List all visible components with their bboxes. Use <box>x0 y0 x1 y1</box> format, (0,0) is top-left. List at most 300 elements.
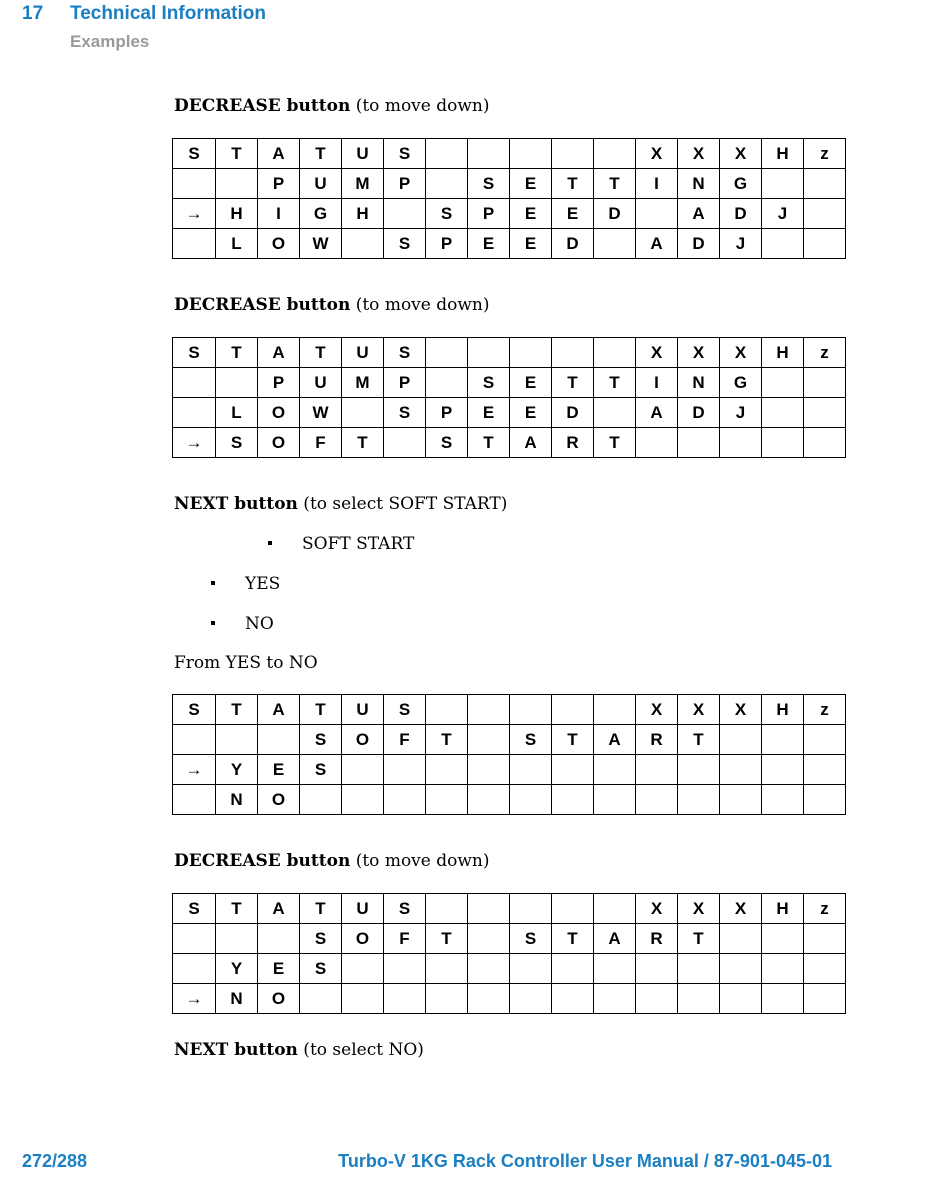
lcd-cell: E <box>510 368 552 398</box>
lcd-cell <box>342 954 384 984</box>
lcd-cell <box>720 984 762 1014</box>
lcd-cell: H <box>342 199 384 229</box>
lcd-row <box>173 984 846 1014</box>
lcd-cell <box>804 725 846 755</box>
lcd-cell <box>468 785 510 815</box>
lcd-cell <box>468 695 510 725</box>
lcd-row <box>173 139 846 169</box>
lcd-cell: J <box>720 229 762 259</box>
lcd-cell: E <box>258 954 300 984</box>
lcd-row <box>173 954 846 984</box>
lcd-cell: D <box>678 229 720 259</box>
lcd-cell <box>510 785 552 815</box>
lcd-cell: T <box>216 695 258 725</box>
lcd-cell: I <box>636 169 678 199</box>
lcd-cell: A <box>510 428 552 458</box>
instruction-next-2 <box>174 1040 424 1060</box>
lcd-cell <box>720 428 762 458</box>
bullet-text: SOFT START <box>302 534 415 554</box>
lcd-cell <box>384 199 426 229</box>
lcd-cell: → <box>173 755 216 785</box>
lcd-cell: S <box>468 169 510 199</box>
lcd-cell: P <box>258 368 300 398</box>
lcd-cell <box>636 428 678 458</box>
lcd-cell <box>720 954 762 984</box>
lcd-cell: J <box>762 199 804 229</box>
lcd-cell <box>384 785 426 815</box>
lcd-cell <box>258 924 300 954</box>
lcd-cell: z <box>804 139 846 169</box>
lcd-cell <box>468 924 510 954</box>
lcd-cell <box>678 755 720 785</box>
lcd-table-3 <box>172 694 846 815</box>
lcd-cell: W <box>300 398 342 428</box>
lcd-cell: X <box>720 894 762 924</box>
lcd-cell <box>594 894 636 924</box>
lcd-cell <box>216 725 258 755</box>
lcd-cell <box>468 755 510 785</box>
lcd-cell: D <box>678 398 720 428</box>
lcd-cell <box>426 338 468 368</box>
lcd-cell: E <box>510 169 552 199</box>
lcd-cell: S <box>173 695 216 725</box>
lcd-cell: A <box>258 338 300 368</box>
lcd-cell <box>468 954 510 984</box>
lcd-cell <box>804 924 846 954</box>
lcd-cell: → <box>173 428 216 458</box>
lcd-cell: X <box>678 139 720 169</box>
lcd-cell <box>636 954 678 984</box>
lcd-cell: E <box>510 398 552 428</box>
lcd-cell <box>552 338 594 368</box>
lcd-cell: X <box>720 695 762 725</box>
lcd-cell <box>552 139 594 169</box>
lcd-cell <box>804 169 846 199</box>
lcd-cell: O <box>258 984 300 1014</box>
lcd-cell: T <box>342 428 384 458</box>
lcd-cell <box>804 984 846 1014</box>
lcd-row <box>173 725 846 755</box>
lcd-cell <box>762 229 804 259</box>
lcd-cell <box>300 785 342 815</box>
lcd-cell: S <box>300 954 342 984</box>
lcd-cell: E <box>468 229 510 259</box>
lcd-cell: E <box>468 398 510 428</box>
lcd-cell <box>426 169 468 199</box>
lcd-cell <box>804 785 846 815</box>
lcd-cell: z <box>804 338 846 368</box>
lcd-cell: T <box>216 338 258 368</box>
lcd-cell: O <box>342 725 384 755</box>
lcd-cell <box>342 229 384 259</box>
lcd-cell <box>804 755 846 785</box>
lcd-cell <box>594 695 636 725</box>
lcd-cell: N <box>678 169 720 199</box>
lcd-cell: D <box>552 398 594 428</box>
lcd-cell: A <box>258 695 300 725</box>
lcd-cell: O <box>258 428 300 458</box>
lcd-cell: F <box>384 924 426 954</box>
lcd-cell: R <box>636 924 678 954</box>
lcd-cell <box>216 368 258 398</box>
lcd-cell <box>720 785 762 815</box>
lcd-cell <box>594 139 636 169</box>
lcd-cell: X <box>636 894 678 924</box>
lcd-cell: R <box>552 428 594 458</box>
lcd-cell: O <box>258 398 300 428</box>
lcd-cell <box>216 169 258 199</box>
lcd-cell: X <box>678 894 720 924</box>
lcd-cell: O <box>258 229 300 259</box>
lcd-cell <box>762 398 804 428</box>
lcd-cell: Y <box>216 954 258 984</box>
lcd-cell: S <box>384 338 426 368</box>
lcd-table-4 <box>172 893 846 1014</box>
lcd-cell: S <box>384 695 426 725</box>
instruction-rest: (to select NO) <box>297 1040 424 1060</box>
lcd-cell: S <box>173 139 216 169</box>
lcd-cell: T <box>678 725 720 755</box>
lcd-row <box>173 169 846 199</box>
lcd-cell: T <box>594 428 636 458</box>
lcd-cell: G <box>300 199 342 229</box>
lcd-cell <box>552 894 594 924</box>
instruction-rest: (to select SOFT START) <box>297 494 508 514</box>
lcd-cell <box>594 755 636 785</box>
lcd-cell: T <box>426 924 468 954</box>
lcd-cell: S <box>384 398 426 428</box>
lcd-cell: P <box>426 398 468 428</box>
lcd-cell <box>594 954 636 984</box>
lcd-cell: A <box>636 229 678 259</box>
lcd-cell: D <box>594 199 636 229</box>
lcd-cell: T <box>216 139 258 169</box>
lcd-cell <box>510 338 552 368</box>
lcd-cell: S <box>173 338 216 368</box>
lcd-cell <box>762 169 804 199</box>
lcd-row <box>173 229 846 259</box>
lcd-cell <box>762 428 804 458</box>
lcd-cell <box>342 755 384 785</box>
lcd-cell: A <box>258 139 300 169</box>
lcd-cell <box>762 924 804 954</box>
lcd-cell: S <box>426 428 468 458</box>
lcd-cell <box>552 695 594 725</box>
lcd-cell: T <box>216 894 258 924</box>
lcd-cell: X <box>678 338 720 368</box>
lcd-cell <box>468 338 510 368</box>
instruction-bold: NEXT button <box>174 1040 298 1060</box>
lcd-cell: X <box>720 139 762 169</box>
lcd-cell <box>594 398 636 428</box>
chapter-title: Technical Information <box>70 3 267 24</box>
bullet-text: NO <box>245 614 274 634</box>
lcd-cell <box>762 368 804 398</box>
lcd-cell: D <box>552 229 594 259</box>
bullet-icon <box>211 581 215 585</box>
lcd-cell: S <box>173 894 216 924</box>
lcd-cell <box>678 428 720 458</box>
lcd-cell: S <box>300 725 342 755</box>
lcd-row <box>173 368 846 398</box>
lcd-cell: X <box>636 695 678 725</box>
lcd-cell <box>804 954 846 984</box>
lcd-cell <box>510 695 552 725</box>
lcd-cell: H <box>762 695 804 725</box>
lcd-cell: N <box>216 785 258 815</box>
instruction-rest: (to move down) <box>350 851 490 871</box>
lcd-cell: G <box>720 368 762 398</box>
lcd-cell <box>426 984 468 1014</box>
lcd-cell: S <box>384 229 426 259</box>
lcd-cell: T <box>552 368 594 398</box>
lcd-cell <box>384 755 426 785</box>
lcd-cell: E <box>258 755 300 785</box>
bullet-soft-start <box>268 534 414 554</box>
lcd-cell: R <box>636 725 678 755</box>
lcd-cell <box>552 984 594 1014</box>
bullet-no <box>211 614 274 634</box>
lcd-cell: E <box>552 199 594 229</box>
lcd-cell <box>636 199 678 229</box>
lcd-cell <box>678 954 720 984</box>
lcd-cell: P <box>384 368 426 398</box>
lcd-cell <box>762 755 804 785</box>
lcd-cell: U <box>342 338 384 368</box>
lcd-cell <box>426 695 468 725</box>
lcd-cell <box>173 368 216 398</box>
instruction-bold: DECREASE button <box>174 295 351 315</box>
lcd-cell <box>173 398 216 428</box>
lcd-cell <box>342 785 384 815</box>
lcd-cell <box>510 139 552 169</box>
lcd-cell: S <box>468 368 510 398</box>
lcd-cell <box>426 785 468 815</box>
lcd-cell: O <box>258 785 300 815</box>
lcd-cell: X <box>636 338 678 368</box>
lcd-cell: N <box>216 984 258 1014</box>
lcd-cell: T <box>594 368 636 398</box>
text-from-yes-to-no: From YES to NO <box>174 653 318 673</box>
bullet-icon <box>211 621 215 625</box>
document-title: Turbo-V 1KG Rack Controller User Manual / 87-901-045-01 <box>338 1151 832 1171</box>
instruction-bold: DECREASE button <box>174 96 351 116</box>
lcd-cell <box>594 984 636 1014</box>
lcd-cell: L <box>216 229 258 259</box>
lcd-cell <box>258 725 300 755</box>
lcd-cell: S <box>300 755 342 785</box>
lcd-cell: Y <box>216 755 258 785</box>
lcd-cell <box>173 725 216 755</box>
lcd-cell <box>678 785 720 815</box>
lcd-cell: z <box>804 695 846 725</box>
lcd-cell <box>300 984 342 1014</box>
lcd-cell <box>720 924 762 954</box>
lcd-cell: S <box>510 725 552 755</box>
lcd-cell: I <box>258 199 300 229</box>
lcd-cell <box>426 954 468 984</box>
lcd-cell: T <box>552 725 594 755</box>
lcd-cell <box>510 984 552 1014</box>
lcd-cell <box>216 924 258 954</box>
instruction-bold: DECREASE button <box>174 851 351 871</box>
lcd-cell <box>636 755 678 785</box>
lcd-row <box>173 785 846 815</box>
lcd-row <box>173 398 846 428</box>
lcd-cell: U <box>300 368 342 398</box>
lcd-cell <box>468 725 510 755</box>
instruction-rest: (to move down) <box>350 295 490 315</box>
instruction-decrease-1 <box>174 96 490 116</box>
lcd-cell: M <box>342 368 384 398</box>
lcd-table-2 <box>172 337 846 458</box>
lcd-cell: S <box>426 199 468 229</box>
lcd-row <box>173 199 846 229</box>
lcd-cell <box>384 428 426 458</box>
lcd-cell <box>804 199 846 229</box>
lcd-cell: T <box>468 428 510 458</box>
lcd-cell: P <box>258 169 300 199</box>
lcd-cell: E <box>510 229 552 259</box>
lcd-row <box>173 894 846 924</box>
lcd-cell <box>804 428 846 458</box>
lcd-cell <box>636 984 678 1014</box>
lcd-cell: I <box>636 368 678 398</box>
lcd-cell: U <box>342 695 384 725</box>
lcd-cell: S <box>384 894 426 924</box>
lcd-cell: T <box>426 725 468 755</box>
lcd-cell <box>804 398 846 428</box>
lcd-cell <box>720 755 762 785</box>
instruction-rest: (to move down) <box>350 96 490 116</box>
lcd-cell <box>804 368 846 398</box>
bullet-text: YES <box>245 574 281 594</box>
lcd-cell: P <box>384 169 426 199</box>
lcd-cell <box>636 785 678 815</box>
lcd-cell: S <box>216 428 258 458</box>
lcd-cell <box>468 894 510 924</box>
lcd-cell: A <box>636 398 678 428</box>
instruction-decrease-3 <box>174 851 490 871</box>
lcd-cell <box>510 954 552 984</box>
lcd-cell <box>342 398 384 428</box>
lcd-cell: U <box>300 169 342 199</box>
lcd-cell <box>678 984 720 1014</box>
lcd-cell: P <box>468 199 510 229</box>
lcd-row <box>173 428 846 458</box>
lcd-cell: F <box>300 428 342 458</box>
lcd-cell: T <box>300 894 342 924</box>
lcd-cell: S <box>384 139 426 169</box>
lcd-cell <box>762 984 804 1014</box>
lcd-cell <box>426 139 468 169</box>
lcd-cell <box>173 169 216 199</box>
lcd-cell: H <box>762 338 804 368</box>
lcd-cell: P <box>426 229 468 259</box>
lcd-cell <box>426 755 468 785</box>
lcd-cell: T <box>552 924 594 954</box>
lcd-cell: X <box>678 695 720 725</box>
lcd-cell: S <box>510 924 552 954</box>
lcd-cell: J <box>720 398 762 428</box>
lcd-cell: U <box>342 139 384 169</box>
lcd-cell: G <box>720 169 762 199</box>
lcd-cell <box>510 894 552 924</box>
lcd-cell <box>594 338 636 368</box>
lcd-cell <box>804 229 846 259</box>
lcd-cell: T <box>552 169 594 199</box>
lcd-cell <box>384 984 426 1014</box>
lcd-cell <box>552 785 594 815</box>
lcd-cell: A <box>258 894 300 924</box>
lcd-cell: T <box>300 695 342 725</box>
lcd-cell: O <box>342 924 384 954</box>
lcd-cell: T <box>300 139 342 169</box>
lcd-table-1 <box>172 138 846 259</box>
lcd-row <box>173 695 846 725</box>
lcd-cell: D <box>720 199 762 229</box>
section-subtitle: Examples <box>70 32 150 51</box>
lcd-cell <box>468 984 510 1014</box>
lcd-cell <box>468 139 510 169</box>
lcd-cell: H <box>216 199 258 229</box>
lcd-cell <box>552 755 594 785</box>
lcd-cell: M <box>342 169 384 199</box>
lcd-row <box>173 924 846 954</box>
lcd-cell: → <box>173 199 216 229</box>
lcd-cell <box>762 954 804 984</box>
lcd-row <box>173 755 846 785</box>
lcd-cell <box>173 954 216 984</box>
lcd-cell <box>342 984 384 1014</box>
lcd-cell: S <box>300 924 342 954</box>
lcd-cell: T <box>594 169 636 199</box>
lcd-cell: U <box>342 894 384 924</box>
lcd-cell: A <box>678 199 720 229</box>
lcd-cell <box>173 924 216 954</box>
lcd-cell <box>426 368 468 398</box>
lcd-cell: X <box>636 139 678 169</box>
lcd-cell: T <box>300 338 342 368</box>
lcd-cell <box>510 755 552 785</box>
lcd-cell <box>173 229 216 259</box>
lcd-cell <box>594 229 636 259</box>
lcd-cell: F <box>384 725 426 755</box>
lcd-row <box>173 338 846 368</box>
bullet-icon <box>268 541 272 545</box>
lcd-cell: → <box>173 984 216 1014</box>
lcd-cell: z <box>804 894 846 924</box>
lcd-cell: H <box>762 139 804 169</box>
lcd-cell: T <box>678 924 720 954</box>
lcd-cell: A <box>594 924 636 954</box>
lcd-cell: L <box>216 398 258 428</box>
lcd-cell: W <box>300 229 342 259</box>
lcd-cell: E <box>510 199 552 229</box>
lcd-cell: N <box>678 368 720 398</box>
lcd-cell <box>173 785 216 815</box>
lcd-cell <box>762 725 804 755</box>
page-number: 272/288 <box>22 1151 88 1171</box>
lcd-cell: A <box>594 725 636 755</box>
lcd-cell: X <box>720 338 762 368</box>
lcd-cell <box>552 954 594 984</box>
instruction-next-1 <box>174 494 507 514</box>
instruction-bold: NEXT button <box>174 494 298 514</box>
instruction-decrease-2 <box>174 295 490 315</box>
bullet-yes <box>211 574 280 594</box>
lcd-cell: H <box>762 894 804 924</box>
